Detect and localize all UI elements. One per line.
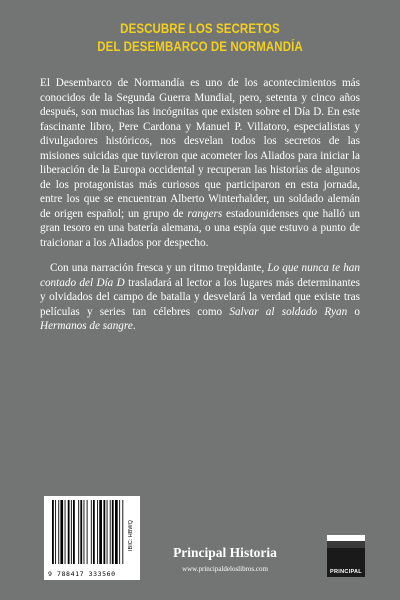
logo-label: PRINCIPAL (327, 567, 365, 577)
publisher-name: Principal Historia (173, 545, 277, 560)
paragraph-2-text-conj: o (347, 305, 360, 318)
series-title-italic: Hermanos de sangre (40, 320, 133, 332)
synopsis-paragraph-2 (40, 261, 360, 334)
heading-line-2: DEL DESEMBARCO DE NORMANDÍA (97, 39, 303, 54)
synopsis-paragraph-1 (40, 76, 360, 250)
paragraph-1-text: El Desembarco de Normandía es uno de los acontecimientos más conocidos de la Segunda Guerra Mundial, pero, setenta y cinco años después, son muchas las incógnitas que existen sobre el Día D. En este fascinante libro, Pere Cardona y Manuel P. Villatoro, especialistas y divulgadores históricos, nos desvelan todos los secretos de las misiones suicidas que tuvieron que acometer los Aliados para iniciar la liberación de la Europa occidental y recuperan las historias de algunos de los protagonistas más curiosos que participaron en esta jornada, entre los que se encuentran Alberto Winterhalder, un soldado alemán de origen español; un grupo de (40, 77, 360, 220)
film-title-italic: Salvar al soldado Ryan (229, 305, 348, 318)
publisher-url: www.principaldeloslibros.com (182, 565, 268, 573)
paragraph-1-text-end: estadounidenses que halló un gran tesoro en una batería alemana, o una espía que estuvo a punto de traicionar a los Aliados por despecho. (40, 207, 360, 249)
paragraph-1-italic-rangers: rangers (187, 207, 223, 220)
principal-logo-icon (327, 535, 365, 567)
synopsis (40, 76, 360, 345)
paragraph-2-text-end: . (132, 320, 136, 332)
ibic-code: IBIC: HBWQ (128, 520, 134, 552)
heading-line-1: DESCUBRE LOS SECRETOS (120, 21, 280, 36)
barcode-bars-icon (52, 500, 124, 564)
book-title-italic: Lo que nunca te han contado del Día D (40, 262, 360, 289)
barcode (44, 496, 140, 580)
paragraph-2-text-mid: trasladará al lector a los lugares más determinantes y olvidados del campo de batalla y desvelará la verdad que existe tras películas y series tan célebres como (40, 276, 360, 318)
cover-heading (0, 20, 400, 56)
publisher-logo (327, 535, 365, 577)
paragraph-2-text: Con una narración fresca y un ritmo trepidante, (50, 262, 268, 274)
isbn-number: 9 788417 333560 (48, 570, 116, 578)
